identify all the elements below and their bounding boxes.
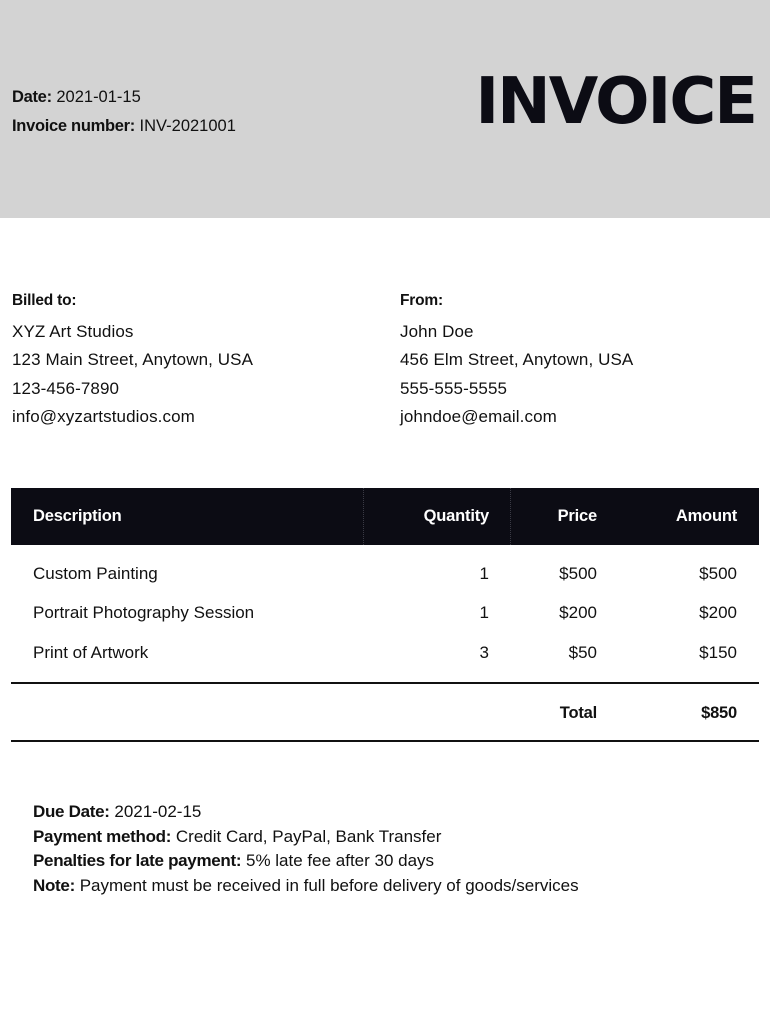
row-amount: $500	[699, 564, 737, 583]
payment-method-label: Payment method:	[33, 826, 172, 846]
row-amount: $150	[699, 643, 737, 662]
invoice-number-value: INV-2021001	[139, 117, 236, 135]
row-description: Portrait Photography Session	[33, 603, 255, 622]
billed-to-block	[12, 287, 253, 432]
invoice-number-line	[12, 112, 236, 141]
column-header-amount: Amount	[675, 507, 737, 525]
row-price: $500	[559, 564, 597, 583]
from-address: 456 Elm Street, Anytown, USA	[400, 350, 634, 369]
from-name: John Doe	[400, 321, 474, 341]
table-header	[11, 488, 759, 545]
payment-method-value: Credit Card, PayPal, Bank Transfer	[175, 826, 442, 846]
row-description: Print of Artwork	[33, 643, 149, 662]
total-label: Total	[559, 704, 597, 722]
column-divider	[363, 488, 364, 545]
billed-to-label: Billed to:	[12, 292, 77, 309]
billed-to-email: info@xyzartstudios.com	[12, 407, 195, 426]
invoice-number-label: Invoice number:	[12, 117, 135, 135]
column-header-description: Description	[33, 507, 122, 525]
billed-to-phone: 123-456-7890	[12, 378, 120, 398]
row-quantity: 3	[479, 643, 489, 662]
row-amount: $200	[699, 603, 737, 622]
total-value: $850	[701, 704, 737, 722]
from-block	[400, 287, 633, 432]
from-email: johndoe@email.com	[400, 407, 557, 426]
date-line	[12, 83, 236, 112]
payment-method-line	[33, 825, 579, 850]
payment-notes	[33, 800, 579, 898]
from-phone: 555-555-5555	[400, 378, 508, 398]
column-header-price: Price	[557, 507, 597, 525]
due-date-label: Due Date:	[33, 802, 110, 821]
table-row	[11, 594, 759, 632]
table-row	[11, 634, 759, 672]
table-row	[11, 555, 759, 593]
row-quantity: 1	[479, 564, 489, 583]
billed-to-address: 123 Main Street, Anytown, USA	[12, 350, 254, 369]
date-label: Date:	[12, 88, 52, 106]
total-row	[11, 698, 759, 728]
note-line	[33, 874, 579, 899]
due-date-line	[33, 800, 579, 825]
note-label: Note:	[33, 875, 75, 895]
row-price: $50	[568, 643, 597, 662]
table-divider	[11, 682, 759, 684]
invoice-title: INVOICE	[475, 65, 756, 139]
late-penalty-label: Penalties for late payment:	[33, 851, 242, 870]
row-quantity: 1	[479, 603, 489, 622]
late-penalty-line	[33, 849, 579, 874]
late-penalty-value: 5% late fee after 30 days	[245, 851, 435, 870]
table-bottom-rule	[11, 740, 759, 742]
billed-to-name: XYZ Art Studios	[12, 321, 134, 341]
from-label: From:	[400, 292, 443, 309]
row-price: $200	[559, 603, 597, 622]
row-description: Custom Painting	[33, 564, 158, 583]
date-value: 2021-01-15	[56, 88, 141, 106]
column-header-quantity: Quantity	[423, 507, 489, 525]
due-date-value: 2021-02-15	[114, 802, 202, 821]
note-value: Payment must be received in full before delivery of goods/services	[79, 875, 579, 895]
column-divider	[510, 488, 511, 545]
invoice-meta	[12, 83, 236, 141]
